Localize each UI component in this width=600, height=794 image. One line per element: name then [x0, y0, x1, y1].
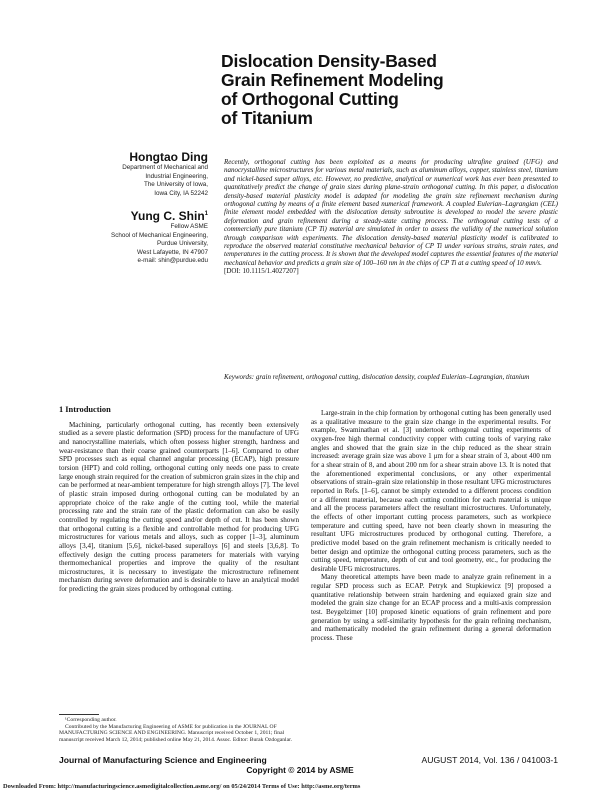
footnotes — [59, 717, 299, 744]
abstract — [224, 158, 558, 276]
author-name: Hongtao Ding — [129, 150, 208, 164]
doi[interactable]: [DOI: 10.1115/1.4027207] — [224, 267, 299, 276]
author-footnote-mark: 1 — [204, 211, 208, 217]
download-notice[interactable]: Downloaded From: http://manufacturingscience.asmedigitalcollection.asme.org/ on 05/24/2014 Terms of Use: http://asme.org/terms — [3, 783, 361, 790]
title-line: Dislocation Density-Based — [221, 51, 437, 71]
keywords: Keywords: grain refinement, orthogonal cutting, dislocation density, coupled Eulerian–Lagrangian, titanium — [224, 373, 530, 381]
affiliation-line: The University of Iowa, — [143, 181, 208, 189]
affiliation-line: Purdue University, — [157, 240, 208, 248]
issue-info: AUGUST 2014, Vol. 136 / 041003-1 — [421, 755, 558, 765]
title-line: of Titanium — [221, 108, 313, 128]
title-line: Grain Refinement Modeling — [221, 70, 444, 90]
paper-title — [221, 52, 561, 128]
title-line: of Orthogonal Cutting — [221, 89, 399, 109]
paragraph: Many theoretical attempts have been made to analyze grain refinement in a regular SPD process such as ECAP. Petryk and Stupkiewicz [9] proposed a quantitative relationship between strain hardening and equiaxed grain size and modeled the grain size change for an ECAP process and a multi-axis compression test. Beygelzimer [10] proposed kinetic equations of grain refinement and pore generation by using a self-similarity hypothesis for the grain refining mechanism, and mathematically modeled the grain refinement during a general deformation process. These — [311, 573, 551, 643]
footnote-divider — [59, 714, 99, 715]
affiliation-line: Iowa City, IA 52242 — [154, 189, 208, 197]
footnote-contribution: Contributed by the Manufacturing Engineering of ASME for publication in the JOURNAL OF MANUFACTURING SCIENCE AND ENGINEERING. Manuscript received October 1, 2011; final manuscript received March 12, 2014; published online May 21, 2014. Assoc. Editor: Burak Ozdoganlar. — [59, 723, 293, 744]
affiliation-line: Industrial Engineering, — [145, 172, 208, 180]
section-heading: 1 Introduction — [59, 405, 111, 414]
journal-name: Journal of Manufacturing Science and Engineering — [59, 755, 267, 765]
affiliation-line: Fellow ASME — [170, 223, 208, 230]
right-column — [311, 409, 551, 643]
left-column — [59, 406, 299, 594]
copyright: Copyright © 2014 by ASME — [246, 765, 354, 775]
paragraph: Machining, particularly orthogonal cutting, has recently been extensively studied as a severe plastic deformation (SPD) process for the manufacture of UFG and nanocrystalline materials, which often possess higher strength, hardness and wear-resistance than their coarse grained counterparts [1–6]. Compared to other SPD processes such as equal channel angular processing (ECAP), high pressure torsion (HPT) and cold rolling, orthogonal cutting only needs one pass to create large enough strain required for the creation of submicron grain sizes in the chip and can be performed at near-ambient temperature for high strength alloys [7]. The level of plastic strain imposed during orthogonal cutting can be modulated by an appropriate choice of the rake angle of the cutting tool, while the material processing rate and the strain rate of the plastic deformation can also be easily controlled by regulating the cutting speed and/or depth of cut. It has been shown that orthogonal cutting is a flexible and controllable method for producing UFG microstructures for various metals and alloys, such as copper [1–3], aluminum alloys [3,4], titanium [5,6], nickel-based superalloys [6] and steels [3,6,8]. To effectively design the cutting process parameters for materials with varying thermomechanical properties and improve the quality of the resultant microstructures, it is necessary to investigate the microstructure refinement mechanism during severe deformation and is desirable to have an analytical model for predicting the grain sizes produced by orthogonal cutting. — [59, 420, 299, 594]
author-name — [111, 207, 208, 223]
author-name-text: Yung C. Shin — [130, 209, 205, 223]
abstract-text: Recently, orthogonal cutting has been exploited as a means for producing ultrafine grained (UFG) and nanocrystalline microstructures for various metal materials, such as aluminum alloys, copper, stainless steel, titanium and nickel-based super alloys, etc. However, no predictive, analytical or numerical work has ever been presented to quantitatively predict the change of grain sizes during plane-strain orthogonal cutting. In this paper, a dislocation density-based material plasticity model is adapted for modeling the grain size refinement mechanism during orthogonal cutting by means of a finite element based numerical framework. A coupled Eulerian–Lagrangian (CEL) finite element model embedded with the dislocation density subroutine is developed to model the severe plastic deformation and grain refinement during a steady-state cutting process. The orthogonal cutting tests of a commercially pure titanium (CP Ti) material are simulated in order to assess the validity of the numerical solution through comparison with experiments. The dislocation density-based material plasticity model is calibrated to reproduce the observed material constitutive mechanical behavior of CP Ti under various strains, strain rates, and temperatures in the cutting process. It is shown that the developed model captures the essential features of the material mechanical behavior and predicts a grain size of 100–160 nm in the chips of CP Ti at a cutting speed of 10 mm/s. — [224, 158, 558, 267]
author-email[interactable]: e-mail: shin@purdue.edu — [137, 257, 208, 265]
affiliation-line: Department of Mechanical and — [122, 164, 208, 171]
affiliation-line: West Lafayette, IN 47907 — [137, 248, 208, 256]
footnote-corresponding: ¹Corresponding author. — [65, 717, 117, 723]
paragraph: Large-strain in the chip formation by orthogonal cutting has been generally used as a qualitative measure to the grain size change in the experimental results. For example, Swaminathan et al. [3] undertook orthogonal cutting experiments of oxygen-free high thermal conductivity copper with cutting tools of varying rake angles and showed that the grain size in the chip reduced as the shear strain increased: average grain size was above 1 μm for a shear strain of 3, about 400 nm for a shear strain of 8, and about 200 nm for a shear strain above 13. It is noted that the aforementioned experimental conclusions, or any other experimental observations of strain–grain size relationship in those resultant UFG microstructures reported in Refs. [1–6], cannot be simply extended to a different process condition or a different material, because each cutting condition for each material is unique and all the process parameters affect the resultant microstructures. Unfortunately, the effects of other important cutting process parameters, such as workpiece temperature and cutting speed, have not been clearly shown in measuring the resultant UFG microstructures produced by orthogonal cutting. Therefore, a predictive model based on the grain refinement mechanism is critically needed to better design and optimize the orthogonal cutting process parameters, such as the cutting speed, temperature, depth of cut and tool geometry, etc., for producing the desirable UFG microstructures. — [311, 409, 551, 573]
author-block-shin — [111, 207, 208, 266]
author-block-ding — [122, 150, 208, 198]
affiliation-line: School of Mechanical Engineering, — [111, 231, 208, 239]
